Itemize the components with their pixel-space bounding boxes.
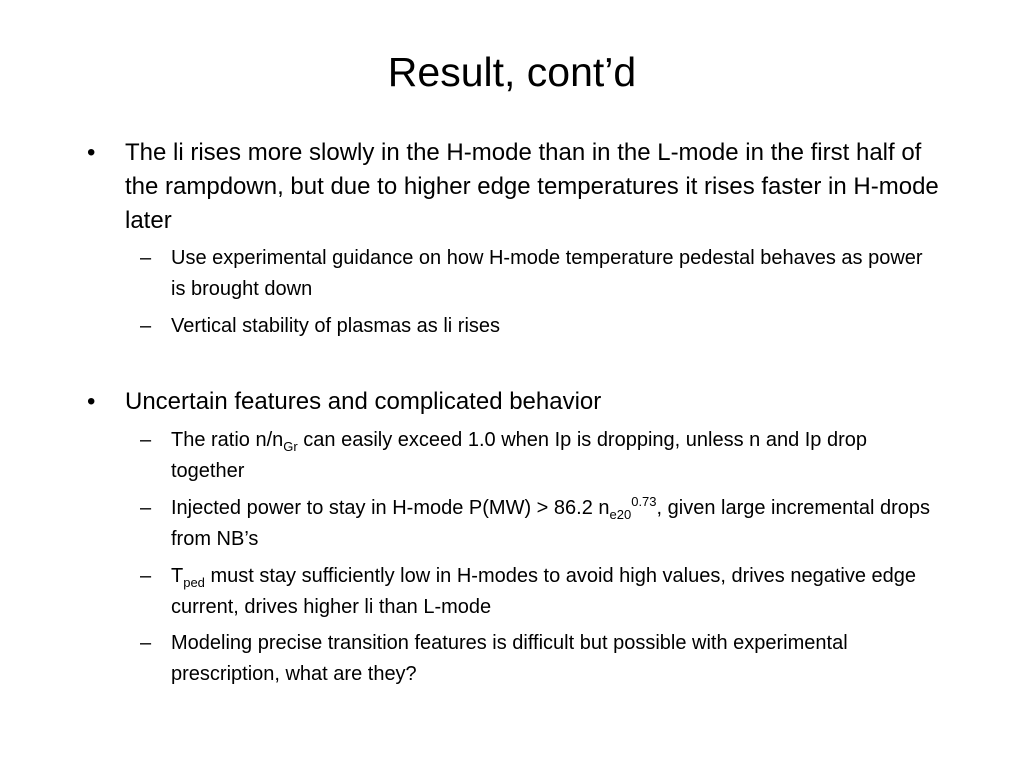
sub-bullet-item <box>140 493 941 555</box>
sub-bullet-item <box>140 628 941 690</box>
subscript: e20 <box>609 507 632 522</box>
bullet-marker: • <box>87 388 96 415</box>
bullet-item <box>87 385 940 419</box>
sub-bullet-text: The ratio $n/n_{Gr}$ can easily exceed 1.0 when Ip is dropping, unless n and Ip drop together <box>171 429 868 482</box>
subscript: Gr <box>283 439 298 454</box>
subscript: ped <box>183 575 205 590</box>
sub-bullet-text: Injected power to stay in H-mode P(MW) > 86.2 $n_{e20}^{0.73}$, given large incremental drops from NB’s <box>171 494 931 550</box>
bullet-text: The li rises more slowly in the H-mode than in the L-mode in the first half of the rampdown, but due to higher edge temperatures it rises faster in H-mode later <box>125 139 939 234</box>
dash-marker: – <box>140 565 152 587</box>
bullet-item <box>87 136 940 238</box>
sub-bullet-text: $T_{ped}$ must stay sufficiently low in H-modes to avoid high values, drives negative edge current, drives higher li than L-mode <box>171 565 917 618</box>
sub-bullet-item <box>140 243 941 305</box>
slide-title: Result, cont’d <box>387 49 637 95</box>
sub-bullet-item <box>140 425 941 487</box>
sub-bullet-text: Vertical stability of plasmas as li rises <box>171 315 501 337</box>
sub-bullet-item <box>140 561 941 623</box>
bullet-text: Uncertain features and complicated behavior <box>125 388 602 415</box>
dash-marker: – <box>140 315 152 337</box>
sub-bullet-text: Use experimental guidance on how H-mode temperature pedestal behaves as power is brought down <box>171 247 923 300</box>
superscript: 0.73 <box>631 494 657 509</box>
sub-bullet-item <box>140 311 941 342</box>
sub-bullet-text: Modeling precise transition features is difficult but possible with experimental prescription, what are they? <box>171 632 848 685</box>
bullet-marker: • <box>87 139 96 166</box>
dash-marker: – <box>140 247 152 269</box>
dash-marker: – <box>140 632 152 654</box>
dash-marker: – <box>140 497 152 519</box>
dash-marker: – <box>140 429 152 451</box>
